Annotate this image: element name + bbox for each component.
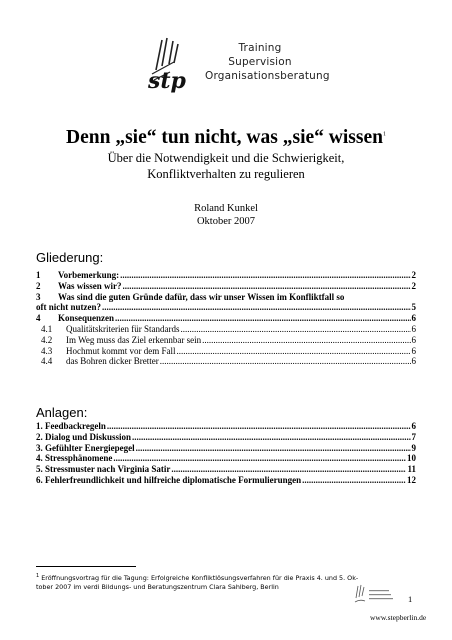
toc-dot-leader (132, 432, 410, 443)
annex-item-label: 3. Gefühlter Energiepegel (36, 442, 135, 453)
toc-item-label: das Bohren dicker Bretter (66, 356, 159, 367)
toc-item-continuation[interactable] (36, 302, 416, 313)
toc-item-page: 2 (411, 270, 416, 280)
toc-item-number: 4.3 (41, 345, 53, 356)
annex-item-label: 1. Feedbackregeln (36, 421, 106, 431)
footnote-text-2: tober 2007 im verdi Bildungs- und Beratungszentrum Clara Sahlberg, Berlin (36, 583, 279, 592)
toc-item-label: Qualitätskriterien für Standards (66, 323, 180, 334)
toc-dot-leader (115, 313, 410, 324)
annex-item-page: 10 (407, 453, 416, 464)
document-date: Oktober 2007 (196, 216, 256, 227)
toc-dot-leader (160, 356, 411, 367)
logo-mark-text: stp (148, 68, 186, 94)
document-title (0, 127, 452, 149)
toc-dot-leader (171, 464, 406, 475)
toc-item-number: 1 (36, 270, 41, 280)
toc-subitem[interactable] (36, 335, 416, 346)
logo-tagline (205, 41, 330, 83)
annex-item[interactable] (36, 432, 416, 443)
annex-item[interactable] (36, 453, 416, 464)
toc-dot-leader (180, 324, 410, 335)
toc-item-page: 6 (411, 345, 416, 356)
logo-line-3: Organisationsberatung (205, 70, 330, 82)
footnote-divider (36, 566, 136, 567)
logo-line-2: Supervision (228, 56, 292, 68)
toc-item-label-continued: oft nicht nutzen? (36, 302, 101, 313)
toc-item-label: Was sind die guten Gründe dafür, dass wir unser Wissen im Konfliktfall so (58, 291, 345, 302)
toc-item-number: 4.1 (41, 323, 53, 334)
annex-list (36, 421, 416, 486)
annex-item-page: 12 (407, 474, 416, 485)
toc-subitem[interactable] (36, 324, 416, 335)
annex-item-label: 6. Fehlerfreundlichkeit und hilfreiche diplomatische Formulierungen (36, 474, 302, 485)
toc-dot-leader (177, 346, 411, 357)
toc-item-page: 6 (411, 356, 416, 367)
toc-item[interactable] (36, 292, 416, 303)
toc-dot-leader (123, 281, 411, 292)
footer-url[interactable]: www.stepberlin.de (370, 613, 427, 622)
table-of-contents (36, 270, 416, 367)
subtitle-line-2: Konfliktverhalten zu regulieren (147, 166, 305, 181)
toc-item[interactable] (36, 270, 416, 281)
toc-dot-leader (136, 443, 411, 454)
toc-dot-leader (113, 453, 406, 464)
annex-item[interactable] (36, 464, 416, 475)
toc-item[interactable] (36, 313, 416, 324)
title-footnote-marker[interactable]: 1 (382, 131, 386, 138)
annex-item-page: 11 (407, 464, 416, 475)
toc-dot-leader (202, 335, 410, 346)
toc-item-page: 2 (411, 280, 416, 291)
footer-logo-icon (352, 582, 394, 610)
toc-item-number: 3 (36, 291, 41, 302)
annex-heading: Anlagen: (36, 405, 88, 420)
toc-dot-leader (107, 421, 411, 432)
toc-dot-leader (102, 302, 411, 313)
footnote-text-1: Eröffnungsvortrag für die Tagung: Erfolgreiche Konfliktlösungsverfahren für die Praxis 4. und 5. Ok- (41, 574, 359, 583)
author-block (0, 202, 452, 228)
toc-dot-leader (302, 475, 406, 486)
annex-item-page: 9 (411, 442, 416, 453)
annex-item[interactable] (36, 443, 416, 454)
logo-line-1: Training (238, 42, 282, 54)
toc-item-label: Im Weg muss das Ziel erkennbar sein (66, 334, 202, 345)
author-name: Roland Kunkel (194, 203, 258, 214)
toc-item-number: 4.4 (41, 356, 53, 367)
toc-item-page: 6 (411, 313, 416, 324)
toc-item-number: 4 (36, 313, 41, 324)
annex-item[interactable] (36, 475, 416, 486)
toc-item-number: 4.2 (41, 334, 53, 345)
annex-item-label: 2. Dialog und Diskussion (36, 431, 132, 442)
annex-item-page: 7 (411, 431, 416, 442)
annex-item-label: 4. Stressphänomene (36, 453, 113, 464)
toc-item-page: 6 (411, 334, 416, 345)
footnote-number: 1 (36, 573, 40, 579)
toc-heading: Gliederung: (36, 250, 104, 265)
subtitle-line-1: Über die Notwendigkeit und die Schwierigkeit, (107, 151, 345, 165)
annex-item[interactable] (36, 421, 416, 432)
toc-subitem[interactable] (36, 356, 416, 367)
title-text: Denn „sie“ tun nicht, was „sie“ wissen (66, 127, 383, 148)
toc-item-label: Hochmut kommt vor dem Fall (66, 345, 176, 356)
toc-item-page: 5 (411, 302, 416, 313)
toc-item-label: Vorbemerkung: (58, 270, 120, 280)
toc-item-label: Konsequenzen (58, 313, 115, 324)
toc-subitem[interactable] (36, 346, 416, 357)
annex-item-label: 5. Stressmuster nach Virginia Satir (36, 464, 171, 475)
toc-item-number: 2 (36, 280, 41, 291)
toc-item-label: Was wissen wir? (58, 280, 122, 291)
page-number: 1 (408, 594, 413, 604)
document-subtitle (0, 151, 452, 182)
toc-item-page: 6 (411, 323, 416, 334)
toc-dot-leader (120, 270, 410, 281)
annex-item-page: 6 (411, 421, 416, 431)
toc-item[interactable] (36, 281, 416, 292)
